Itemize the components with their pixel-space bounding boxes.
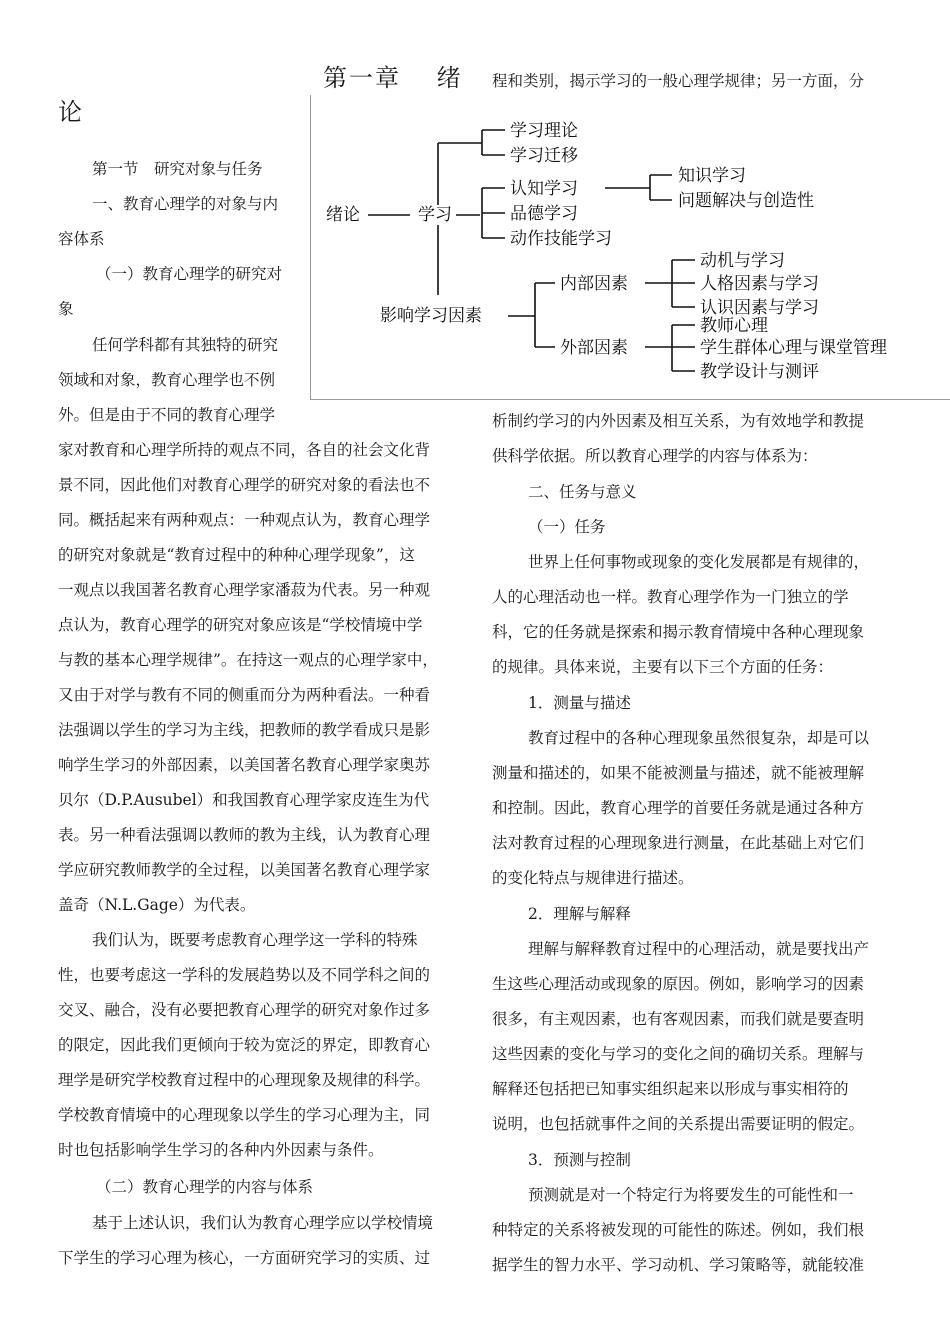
para-line: 理学是研究学校教育过程中的心理现象及规律的科学。 [58, 1071, 431, 1089]
para-line: 一观点以我国著名教育心理学家潘菽为代表。另一种观 [58, 581, 431, 599]
node-personality: 人格因素与学习 [700, 274, 819, 294]
para-line: 性，也要考虑这一学科的发展趋势以及不同学科之间的 [58, 966, 431, 984]
para-line: 据学生的智力水平、学习动机、学习策略等，就能较准 [492, 1256, 865, 1274]
node-problem: 问题解决与创造性 [678, 191, 814, 211]
para-line: 供科学依据。所以教育心理学的内容与体系为： [492, 447, 818, 465]
numbered-heading: 1．测量与描述 [528, 694, 631, 712]
para-line: 响学生学习的外部因素，以美国著名教育心理学家奥苏 [58, 756, 431, 774]
para-line: 基于上述认识，我们认为教育心理学应以学校情境 [92, 1214, 434, 1232]
para-line: 生这些心理活动或现象的原因。例如，影响学习的因素 [492, 975, 865, 993]
heading-2a: （一）教育心理学的研究对 [96, 265, 283, 283]
para-line: 景不同，因此他们对教育心理学的研究对象的看法也不 [58, 476, 431, 494]
para-line: 的变化特点与规律进行描述。 [492, 869, 694, 887]
para-line: 理解与解释教育过程中的心理活动，就是要找出产 [528, 940, 870, 958]
heading-2b: 象 [58, 300, 74, 318]
para-line: 这些因素的变化与学习的变化之间的确切关系。理解与 [492, 1045, 865, 1063]
chapter-title-cont: 论 [58, 98, 84, 126]
node-external: 外部因素 [560, 338, 628, 358]
para-line: 预测就是对一个特定行为将要发生的可能性和一 [528, 1186, 854, 1204]
para-line: 交叉、融合，没有必要把教育心理学的研究对象作过多 [58, 1001, 431, 1019]
para-line: 世界上任何事物或现象的变化发展都是有规律的， [528, 553, 870, 571]
node-group: 学生群体心理与课堂管理 [700, 338, 887, 358]
numbered-heading: 2．理解与解释 [528, 905, 631, 923]
para-line: 测量和描述的，如果不能被测量与描述，就不能被理解 [492, 764, 865, 782]
node-moral: 品德学习 [510, 204, 578, 224]
node-knowledge: 知识学习 [678, 166, 746, 186]
section-heading: 第一节 研究对象与任务 [92, 160, 263, 178]
para-line: 解释还包括把已知事实组织起来以形成与事实相符的 [492, 1080, 849, 1098]
para-line: 点认为，教育心理学的研究对象应该是“学校情境中学 [58, 616, 423, 634]
node-cognition: 认识因素与学习 [700, 298, 819, 318]
para-line: 家对教育和心理学所持的观点不同，各自的社会文化背 [58, 441, 431, 459]
node-learning: 学习 [418, 205, 452, 225]
para-line: 和控制。因此，教育心理学的首要任务就是通过各种方 [492, 799, 865, 817]
para-line: 的规律。具体来说，主要有以下三个方面的任务： [492, 658, 834, 676]
para-line: 学应研究教师教学的全过程，以美国著名教育心理学家 [58, 861, 431, 879]
para-line: 任何学科都有其独特的研究 [92, 336, 279, 354]
heading-1a: 一、教育心理学的对象与内 [92, 195, 279, 213]
para-line: 析制约学习的内外因素及相互关系，为有效地学和教提 [492, 412, 865, 430]
right-top-line: 程和类别，揭示学习的一般心理学规律；另一方面，分 [492, 72, 865, 90]
para-line: 我们认为，既要考虑教育心理学这一学科的特殊 [92, 931, 418, 949]
heading-2c: （二）教育心理学的内容与体系 [96, 1178, 314, 1196]
para-line: 领域和对象，教育心理学也不例 [58, 371, 276, 389]
para-line: 外。但是由于不同的教育心理学 [58, 406, 276, 424]
para-line: 教育过程中的各种心理现象虽然很复杂，却是可以 [528, 729, 870, 747]
heading-1b: 容体系 [58, 230, 105, 248]
chapter-title: 第一章 绪 [323, 64, 463, 92]
para-line: 说明，也包括就事件之间的关系提出需要证明的假定。 [492, 1115, 865, 1133]
numbered-heading: 3．预测与控制 [528, 1151, 631, 1169]
node-cognitive: 认知学习 [510, 179, 578, 199]
node-motor: 动作技能学习 [510, 229, 612, 249]
para-line: 盖奇（N.L.Gage）为代表。 [58, 896, 256, 914]
node-transfer: 学习迁移 [510, 146, 578, 166]
para-line: 科，它的任务就是探索和揭示教育情境中各种心理现象 [492, 623, 865, 641]
node-teacher: 教师心理 [700, 316, 768, 336]
content-structure-diagram [310, 95, 950, 400]
para-line: 与教的基本心理学规律”。在持这一观点的心理学家中， [58, 651, 438, 669]
para-line: 的限定，因此我们更倾向于较为宽泛的界定，即教育心 [58, 1036, 431, 1054]
para-line: 又由于对学与教有不同的侧重而分为两种看法。一种看 [58, 686, 431, 704]
para-line: 人的心理活动也一样。教育心理学作为一门独立的学 [492, 588, 849, 606]
node-internal: 内部因素 [560, 274, 628, 294]
para-line: 法对教育过程的心理现象进行测量，在此基础上对它们 [492, 834, 865, 852]
node-root: 绪论 [326, 205, 360, 225]
para-line: 下学生的学习心理为核心，一方面研究学习的实质、过 [58, 1249, 431, 1267]
para-line: 学校教育情境中的心理现象以学生的学习心理为主，同 [58, 1106, 431, 1124]
heading-task1: （一）任务 [528, 518, 606, 536]
para-line: 的研究对象就是“教育过程中的种种心理学现象”，这 [58, 546, 415, 564]
node-motivation: 动机与学习 [700, 251, 785, 271]
para-line: 同。概括起来有两种观点：一种观点认为，教育心理学 [58, 511, 431, 529]
para-line: 很多，有主观因素，也有客观因素，而我们就是要查明 [492, 1010, 865, 1028]
node-factors: 影响学习因素 [380, 306, 482, 326]
heading-tasks: 二、任务与意义 [528, 483, 637, 501]
para-line: 时也包括影响学生学习的各种内外因素与条件。 [58, 1141, 384, 1159]
para-line: 贝尔（D.P.Ausubel）和我国教育心理学家皮连生为代 [58, 791, 430, 809]
node-design: 教学设计与测评 [700, 362, 819, 382]
para-line: 法强调以学生的学习为主线，把教师的教学看成只是影 [58, 721, 431, 739]
node-theory: 学习理论 [510, 121, 578, 141]
para-line: 种特定的关系将被发现的可能性的陈述。例如，我们根 [492, 1221, 865, 1239]
para-line: 表。另一种看法强调以教师的教为主线，认为教育心理 [58, 826, 431, 844]
